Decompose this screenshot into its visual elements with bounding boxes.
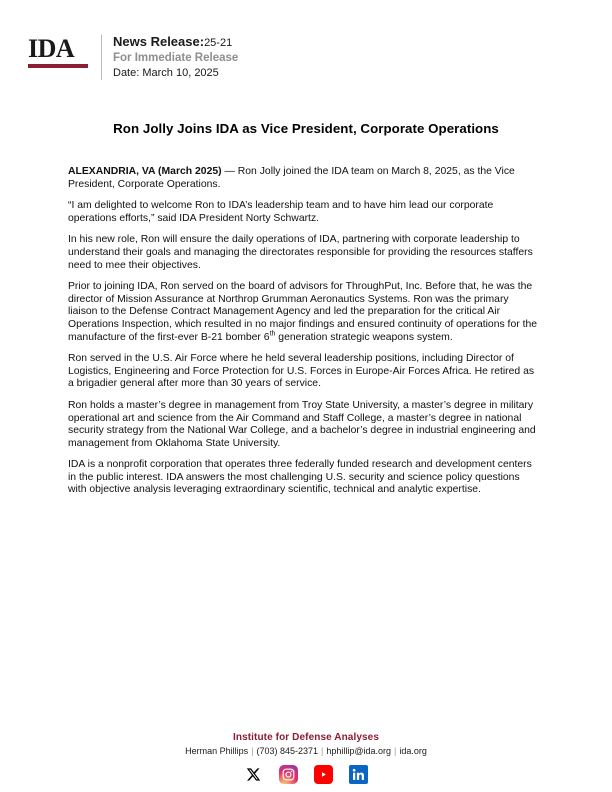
document-footer [0, 732, 612, 784]
youtube-icon[interactable] [314, 765, 333, 784]
paragraph-air-force: Ron served in the U.S. Air Force where he held several leadership positions, including Director of Logistics, Engineering and Force Protection for U.S. Forces in Europe-Air Forces Africa. He retired as a brigadier general after more than 30 years of service. [68, 353, 535, 390]
paragraph-about-ida: IDA is a nonprofit corporation that operates three federally funded research and development centers in the public interest. IDA answers the most challenging U.S. security and science policy questions with objective analysis leveraging extraordinary scientific, technical and analytic expertise. [68, 459, 532, 496]
instagram-icon[interactable] [279, 765, 298, 784]
news-release-label: News Release: [113, 34, 205, 49]
for-immediate-release-label: For Immediate Release [113, 52, 239, 64]
footer-contact-line [0, 746, 612, 756]
news-release-number: 25-21 [204, 37, 233, 49]
contact-phone[interactable]: (703) 845-2371 [256, 746, 318, 756]
paragraph-prior-experience [68, 281, 540, 344]
header-meta-block [113, 33, 238, 80]
news-release-line [113, 34, 238, 51]
contact-separator-2: | [321, 746, 324, 756]
release-date: Date: March 10, 2025 [113, 67, 219, 79]
ida-logo [28, 33, 90, 68]
dateline-bold: ALEXANDRIA, VA (March 2025) [68, 166, 222, 177]
ordinal-superscript: th [269, 330, 276, 338]
footer-organization-name: Institute for Defense Analyses [232, 732, 379, 743]
paragraph-prior-experience-part1: Prior to joining IDA, Ron served on the board of advisors for ThroughPut, Inc. Before that, he was the director of Mission Assurance at Northrop Grumman Aeronautics Systems. Ron was the primary liaison to the Defense Contract Management Agency and led the preparation for the critical Air Operations Inspection, which resulted in no major findings and ensured continuity of operations for the manufacture of the first-ever B-21 bomber 6 [68, 281, 538, 343]
contact-website[interactable]: ida.org [399, 746, 427, 756]
contact-separator-3: | [394, 746, 397, 756]
paragraph-education: Ron holds a master’s degree in management from Troy State University, a master’s degree in military operational art and science from the Air Command and Staff College, a master’s degree in national security strategy from the National War College, and a bachelor’s degree in industrial engineering and management from Oklahoma State University. [68, 399, 536, 449]
paragraph-quote: “I am delighted to welcome Ron to IDA’s leadership team and to have him lead our corporate operations efforts,” said IDA President Norty Schwartz. [68, 200, 494, 224]
ida-logo-text: IDA [28, 34, 75, 63]
social-links-row [0, 765, 612, 784]
page-title: Ron Jolly Joins IDA as Vice President, Corporate Operations [113, 121, 499, 136]
contact-name: Herman Phillips [185, 746, 249, 756]
document-body [68, 166, 540, 506]
x-twitter-icon[interactable] [244, 765, 263, 784]
linkedin-icon[interactable] [349, 765, 368, 784]
dateline-dash: — [221, 166, 238, 177]
paragraph-lead-text: Ron Jolly joined the IDA team on March 8, 2025, as the Vice President, Corporate Operations. [68, 166, 515, 190]
document-header [28, 33, 238, 80]
paragraph-lead [68, 166, 540, 191]
ida-logo-underline-bar [28, 64, 88, 68]
paragraph-prior-experience-part2: generation strategic weapons system. [275, 331, 453, 343]
contact-email[interactable]: hphillip@ida.org [326, 746, 392, 756]
contact-separator-1: | [251, 746, 254, 756]
paragraph-new-role: In his new role, Ron will ensure the daily operations of IDA, partnering with corporate leadership to understand their goals and managing the directorates responsible for providing the resources staffers need to mee their objectives. [68, 234, 533, 271]
header-vertical-divider [101, 35, 102, 80]
